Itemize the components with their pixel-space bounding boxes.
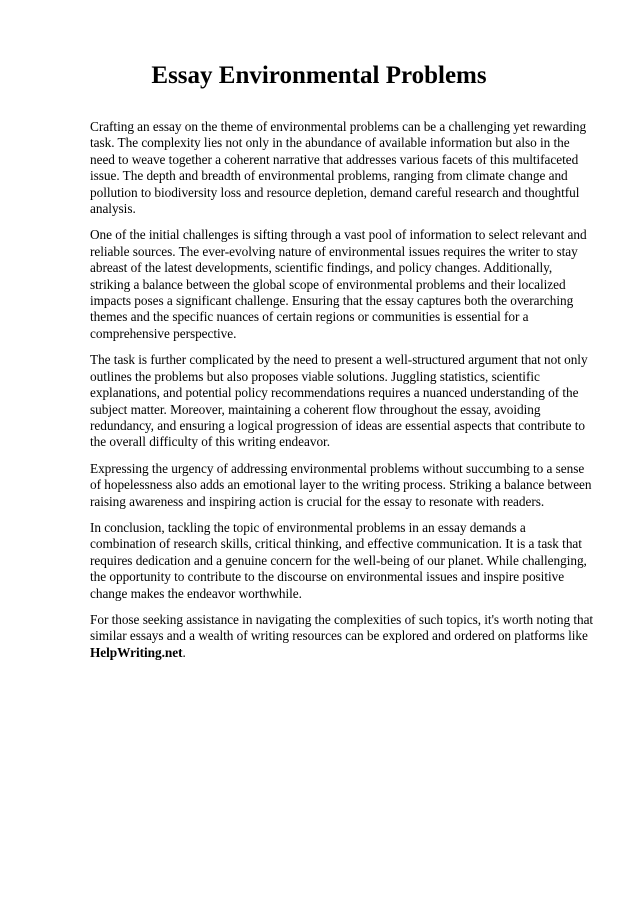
helpwriting-link[interactable]: HelpWriting.net	[90, 644, 183, 660]
closing-text: For those seeking assistance in navigating the complexities of such topics, it's worth noting that similar essays and a wealth of writing resources can be explored and ordered on platforms like	[90, 611, 594, 644]
essay-body	[90, 119, 594, 671]
paragraph-1: Crafting an essay on the theme of environmental problems can be a challenging yet rewarding task. The complexity lies not only in the abundance of available information but also in the need to weave together a coherent narrative that addresses various facets of this multifaceted issue. The depth and breadth of environmental problems, ranging from climate change and pollution to biodiversity loss and resource depletion, demand careful research and thoughtful analysis.	[90, 119, 587, 217]
paragraph-4: Expressing the urgency of addressing environmental problems without succumbing to a sense of hopelessness also adds an emotional layer to the writing process. Striking a balance between raising awareness and inspiring action is crucial for the essay to resonate with readers.	[90, 460, 592, 509]
paragraph-3: The task is further complicated by the need to present a well-structured argument that not only outlines the problems but also proposes viable solutions. Juggling statistics, scientific explanations, and potential policy recommendations requires a nuanced understanding of the subject matter. Moreover, maintaining a coherent flow throughout the essay, avoiding redundancy, and ensuring a logical progression of ideas are essential aspects that contribute to the overall difficulty of this writing endeavor.	[90, 352, 588, 450]
paragraph-2: One of the initial challenges is sifting through a vast pool of information to select relevant and reliable sources. The ever-evolving nature of environmental issues requires the writer to stay abreast of the latest developments, scientific findings, and policy changes. Additionally, striking a balance between the global scope of environmental problems and their localized impacts poses a significant challenge. Ensuring that the essay captures both the overarching themes and the specific nuances of certain regions or communities is essential for a comprehensive perspective.	[90, 227, 587, 341]
page-title: Essay Environmental Problems	[151, 62, 487, 89]
paragraph-5: In conclusion, tackling the topic of environmental problems in an essay demands a combination of research skills, critical thinking, and effective communication. It is a task that requires dedication and a genuine concern for the well-being of our planet. While challenging, the opportunity to contribute to the discourse on environmental issues and inspire positive change makes the endeavor worthwhile.	[90, 519, 587, 601]
closing-period: .	[182, 644, 186, 660]
closing-paragraph	[90, 612, 594, 661]
